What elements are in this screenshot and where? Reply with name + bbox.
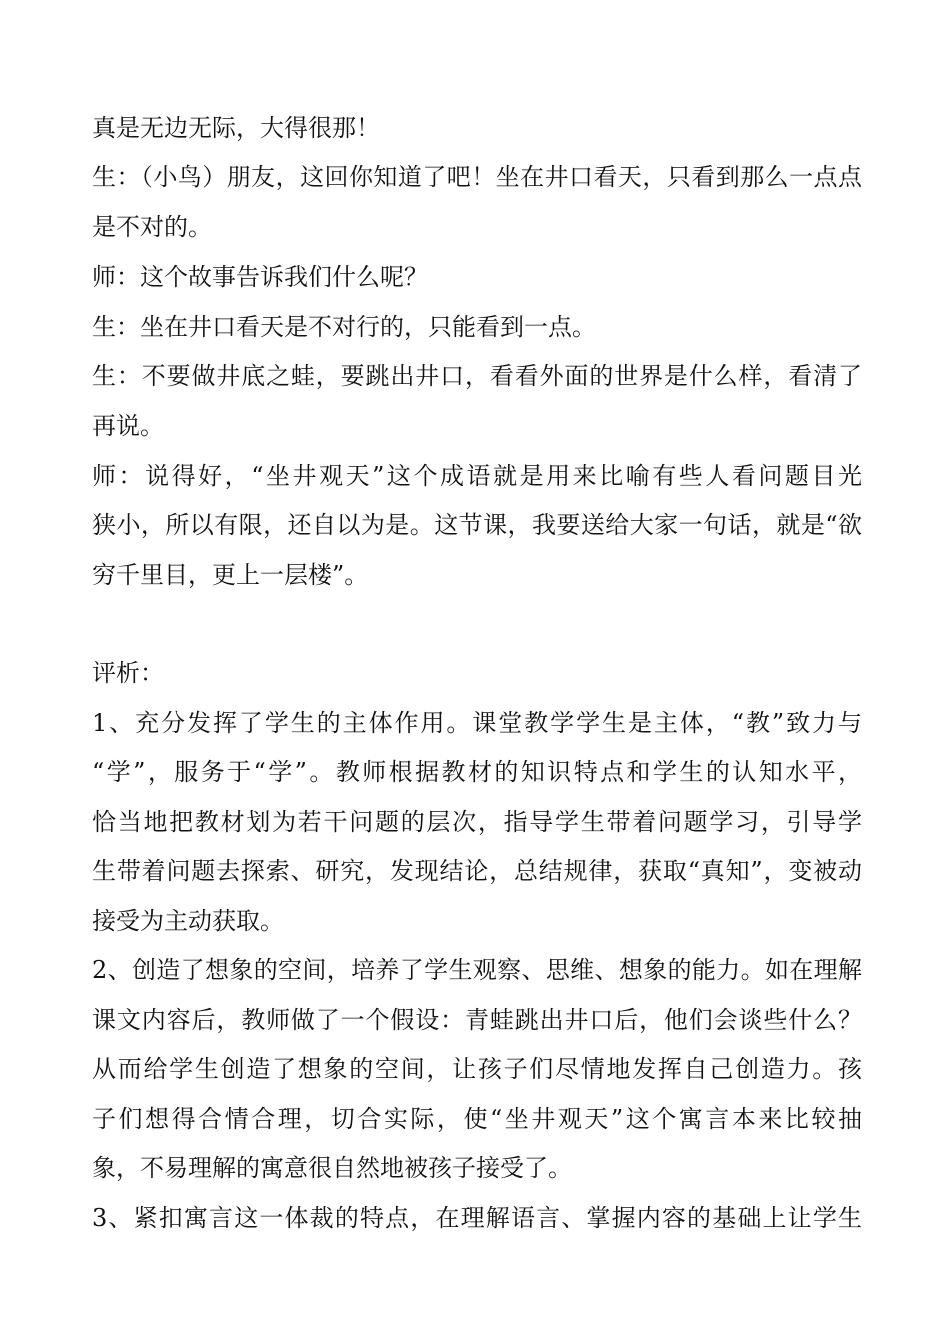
text-line-22: 3、紧扣寓言这一体裁的特点，在理解语言、掌握内容的基础上让学生 [92, 1204, 862, 1232]
section-heading-analysis: 评析： [92, 659, 164, 687]
text-line-1: 真是无边无际，大得很那！ [92, 114, 380, 142]
text-line-21: 象，不易理解的寓意很自然地被孩子接受了。 [92, 1154, 572, 1182]
text-line-9: 狭小，所以有限，还自以为是。这节课，我要送给大家一句话，就是“欲 [92, 511, 862, 539]
text-line-12: 1、充分发挥了学生的主体作用。课堂教学学生是主体，“教”致力与 [92, 709, 862, 737]
text-line-3: 是不对的。 [92, 213, 212, 241]
text-line-17: 2、创造了想象的空间，培养了学生观察、思维、想象的能力。如在理解 [92, 956, 862, 984]
text-line-8: 师：说得好，“坐井观天”这个成语就是用来比喻有些人看问题目光 [92, 462, 862, 490]
text-line-20: 子们想得合情合理，切合实际，使“坐井观天”这个寓言本来比较抽 [92, 1105, 862, 1133]
text-line-4: 师：这个故事告诉我们什么呢？ [92, 263, 428, 291]
text-line-7: 再说。 [92, 412, 164, 440]
text-line-14: 恰当地把教材划为若干问题的层次，指导学生带着问题学习，引导学 [92, 808, 862, 836]
text-line-15: 生带着问题去探索、研究，发现结论，总结规律，获取“真知”，变被动 [92, 857, 862, 885]
text-line-5: 生：坐在井口看天是不对行的，只能看到一点。 [92, 313, 596, 341]
text-line-13: “学”，服务于“学”。教师根据教材的知识特点和学生的认知水平， [92, 758, 862, 786]
text-line-6: 生：不要做井底之蛙，要跳出井口，看看外面的世界是什么样，看清了 [92, 362, 862, 390]
text-line-10: 穷千里目，更上一层楼”。 [92, 561, 369, 589]
text-line-18: 课文内容后，教师做了一个假设：青蛙跳出井口后，他们会谈些什么？ [92, 1006, 862, 1034]
text-line-19: 从而给学生创造了想象的空间，让孩子们尽情地发挥自己创造力。孩 [92, 1055, 862, 1083]
text-line-2: 生：（小鸟）朋友，这回你知道了吧！坐在井口看天，只看到那么一点点 [92, 163, 862, 191]
text-line-16: 接受为主动获取。 [92, 907, 284, 935]
